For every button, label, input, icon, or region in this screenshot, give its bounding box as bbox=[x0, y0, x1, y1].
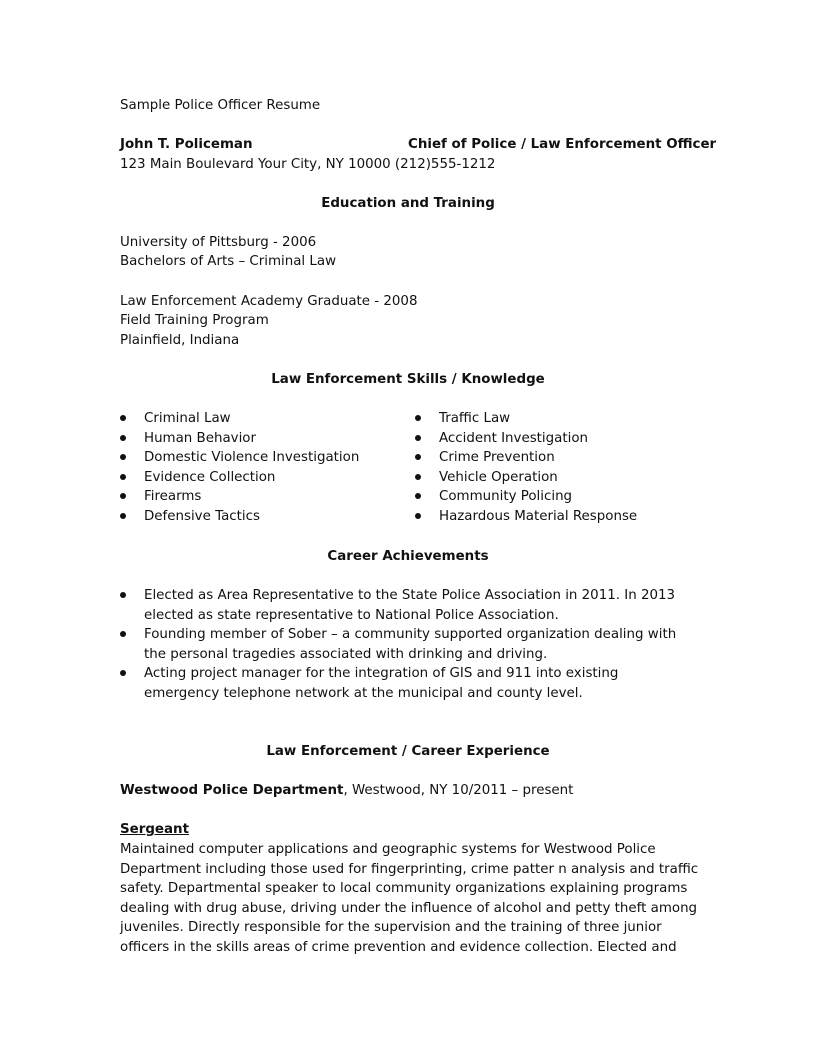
bullet-icon bbox=[120, 474, 126, 480]
bullet-icon bbox=[120, 513, 126, 519]
skill-item: Criminal Law bbox=[144, 411, 231, 426]
education-line: Field Training Program bbox=[120, 313, 269, 328]
job-role: Sergeant bbox=[120, 822, 189, 837]
skill-item: Accident Investigation bbox=[439, 431, 589, 446]
skill-item: Crime Prevention bbox=[439, 450, 555, 465]
skill-item: Domestic Violence Investigation bbox=[144, 450, 360, 465]
document-title: Sample Police Officer Resume bbox=[120, 98, 321, 113]
skill-item: Community Policing bbox=[439, 489, 573, 504]
bullet-icon bbox=[415, 474, 421, 480]
applicant-name: John T. Policeman bbox=[120, 137, 253, 152]
description-line: juveniles. Directly responsible for the supervision and the training of three junior bbox=[120, 920, 662, 935]
job-description bbox=[120, 840, 699, 957]
experience-heading: Law Enforcement / Career Experience bbox=[266, 744, 550, 759]
contact-address: 123 Main Boulevard Your City, NY 10000 (212)555-1212 bbox=[120, 157, 496, 172]
skill-item: Defensive Tactics bbox=[144, 509, 260, 524]
education-line: Law Enforcement Academy Graduate - 2008 bbox=[120, 294, 418, 309]
skill-item: Human Behavior bbox=[144, 431, 257, 446]
target-position: Chief of Police / Law Enforcement Officer bbox=[408, 137, 717, 152]
achievement-text: Elected as Area Representative to the State Police Association in 2011. In 2013 elected as state representative to National Police Association. bbox=[144, 588, 676, 623]
bullet-icon bbox=[415, 415, 421, 421]
bullet-icon bbox=[415, 513, 421, 519]
skills-heading: Law Enforcement Skills / Knowledge bbox=[271, 372, 545, 387]
bullet-icon bbox=[120, 631, 126, 637]
education-line: Bachelors of Arts – Criminal Law bbox=[120, 254, 337, 269]
education-heading: Education and Training bbox=[321, 196, 495, 211]
bullet-icon bbox=[120, 493, 126, 499]
bullet-icon bbox=[120, 670, 126, 676]
bullet-icon bbox=[120, 435, 126, 441]
description-line: Department including those used for fingerprinting, crime patter n analysis and traffic bbox=[120, 861, 699, 877]
description-line: Maintained computer applications and geographic systems for Westwood Police bbox=[120, 842, 656, 857]
skill-item: Vehicle Operation bbox=[439, 470, 558, 485]
employer-name: Westwood Police Department bbox=[120, 783, 344, 798]
employer-line bbox=[120, 781, 573, 801]
skill-item: Hazardous Material Response bbox=[439, 509, 638, 524]
employer-details: , Westwood, NY 10/2011 – present bbox=[343, 783, 574, 798]
bullet-icon bbox=[120, 415, 126, 421]
bullet-icon bbox=[120, 592, 126, 598]
education-line: University of Pittsburg - 2006 bbox=[120, 235, 317, 250]
achievement-text: Acting project manager for the integration of GIS and 911 into existing emergency telephone network at the municipal and county level. bbox=[144, 666, 619, 701]
skill-item: Firearms bbox=[144, 489, 202, 504]
bullet-icon bbox=[415, 435, 421, 441]
description-line: dealing with drug abuse, driving under the influence of alcohol and petty theft among bbox=[120, 900, 698, 916]
bullet-icon bbox=[415, 454, 421, 460]
bullet-icon bbox=[415, 493, 421, 499]
description-line: officers in the skills areas of crime prevention and evidence collection. Elected and bbox=[120, 939, 677, 955]
achievement-text: Founding member of Sober – a community supported organization dealing with the personal tragedies associated with drinking and driving. bbox=[144, 627, 677, 662]
skill-item: Evidence Collection bbox=[144, 470, 276, 485]
education-line: Plainfield, Indiana bbox=[120, 333, 240, 348]
description-line: safety. Departmental speaker to local community organizations explaining programs bbox=[120, 881, 688, 896]
achievements-heading: Career Achievements bbox=[327, 549, 489, 564]
skill-item: Traffic Law bbox=[439, 411, 511, 426]
bullet-icon bbox=[120, 454, 126, 460]
